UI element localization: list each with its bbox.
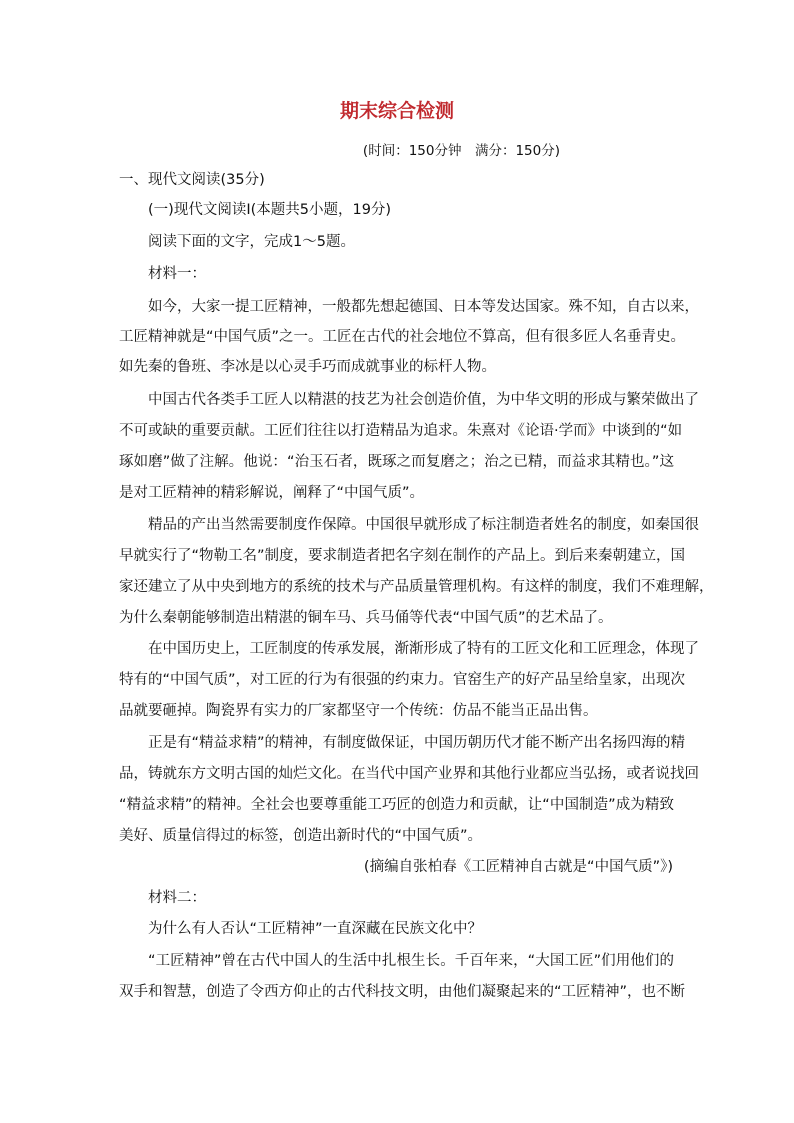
exam-meta: (时间：150分钟 满分：150分) bbox=[362, 143, 560, 159]
paragraph-line: 琢如磨”做了注解。他说：“治玉石者，既琢之而复磨之；治之已精，而益求其精也。”这 bbox=[119, 454, 674, 470]
paragraph-line: 如先秦的鲁班、李冰是以心灵手巧而成就事业的标杆人物。 bbox=[119, 359, 496, 375]
paragraph-line: 双手和智慧，创造了令西方仰止的古代科技文明，由他们凝聚起来的“工匠精神”，也不断 bbox=[119, 984, 686, 1000]
material-label: 材料二： bbox=[148, 890, 206, 906]
page-title: 期末综合检测 bbox=[339, 100, 454, 122]
paragraph-line: 不可或缺的重要贡献。工匠们往往以打造精品为追求。朱熹对《论语·学而》中谈到的“如 bbox=[119, 423, 683, 439]
paragraph-line: 是对工匠精神的精彩解说，阐释了“中国气质”。 bbox=[119, 485, 425, 501]
paragraph-line: 早就实行了“物勒工名”制度，要求制造者把名字刻在制作的产品上。到后来秦朝建立，国 bbox=[119, 548, 686, 564]
paragraph-line: 特有的“中国气质”，对工匠的行为有很强的约束力。官窑生产的好产品呈给皇家，出现次 bbox=[119, 672, 686, 688]
paragraph-line: 品就要砸掉。陶瓷界有实力的厂家都坚守一个传统：仿品不能当正品出售。 bbox=[119, 703, 598, 719]
paragraph-line: 在中国历史上，工匠制度的传承发展，渐渐形成了特有的工匠文化和工匠理念，体现了 bbox=[148, 641, 699, 657]
paragraph-line: “精益求精”的精神。全社会也要尊重能工巧匠的创造力和贡献，让“中国制造”成为精致 bbox=[119, 797, 674, 813]
question-text: 为什么有人否认“工匠精神”一直深藏在民族文化中？ bbox=[148, 921, 483, 937]
paragraph-line: 如今，大家一提工匠精神，一般都先想起德国、日本等发达国家。殊不知，自古以来， bbox=[148, 299, 699, 315]
paragraph-line: 正是有“精益求精”的精神，有制度做保证，中国历朝历代才能不断产出名扬四海的精 bbox=[148, 735, 686, 751]
section-heading: 一、现代文阅读(35分) bbox=[119, 172, 265, 188]
paragraph-line: “工匠精神”曾在古代中国人的生活中扎根生长。千百年来，“大国工匠”们用他们的 bbox=[148, 953, 674, 969]
paragraph-line: 工匠精神就是“中国气质”之一。工匠在古代的社会地位不算高，但有很多匠人名垂青史。 bbox=[119, 329, 686, 345]
paragraph-line: 美好、质量信得过的标签，创造出新时代的“中国气质”。 bbox=[119, 828, 483, 844]
subsection-heading: (一)现代文阅读Ⅰ(本题共5小题，19分) bbox=[148, 202, 392, 218]
paragraph-line: 品，铸就东方文明古国的灿烂文化。在当代中国产业界和其他行业都应当弘扬，或者说找回 bbox=[119, 766, 699, 782]
paragraph-line: 精品的产出当然需要制度作保障。中国很早就形成了标注制造者姓名的制度，如秦国很 bbox=[148, 517, 699, 533]
instruction-text: 阅读下面的文字，完成1～5题。 bbox=[148, 234, 355, 250]
source-citation: (摘编自张柏春《工匠精神自古就是“中国气质”》) bbox=[363, 859, 673, 875]
material-label: 材料一： bbox=[148, 266, 206, 282]
paragraph-line: 家还建立了从中央到地方的系统的技术与产品质量管理机构。有这样的制度，我们不难理解， bbox=[119, 579, 714, 595]
paragraph-line: 为什么秦朝能够制造出精湛的铜车马、兵马俑等代表“中国气质”的艺术品了。 bbox=[119, 610, 613, 626]
paragraph-line: 中国古代各类手工匠人以精湛的技艺为社会创造价值，为中华文明的形成与繁荣做出了 bbox=[148, 392, 699, 408]
